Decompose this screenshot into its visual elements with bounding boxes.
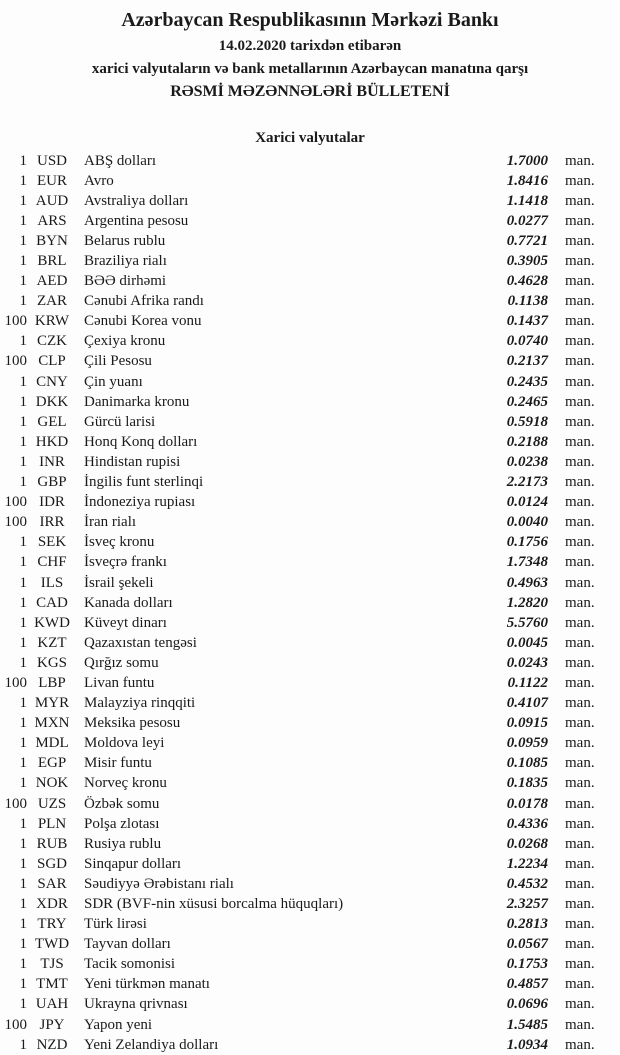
rate-row <box>0 673 620 693</box>
currency-name: Yeni türkmən manatı <box>84 976 210 993</box>
unit-label: man. <box>565 212 595 229</box>
rate-row <box>0 834 620 854</box>
currency-name: SDR (BVF-nin xüsusi borcalma hüquqları) <box>84 896 344 913</box>
currency-name: Danimarka kronu <box>84 393 190 410</box>
rate-value: 1.2234 <box>506 855 548 872</box>
currency-name: Meksika pesosu <box>84 715 181 732</box>
currency-name: İsveçrə frankı <box>84 554 167 571</box>
rate-row <box>0 452 620 472</box>
quantity: 1 <box>19 654 27 671</box>
rate-value: 1.7348 <box>506 554 548 571</box>
rate-value: 2.2173 <box>506 474 548 491</box>
quantity: 1 <box>19 273 27 290</box>
unit-label: man. <box>565 393 595 410</box>
currency-name: Cənubi Korea vonu <box>84 313 202 330</box>
rate-row <box>0 332 620 352</box>
rate-row <box>0 995 620 1015</box>
currency-code: UZS <box>37 795 67 812</box>
rate-value: 0.1085 <box>506 755 548 772</box>
rate-row <box>0 412 620 432</box>
rate-value: 0.0277 <box>506 212 548 229</box>
rate-row <box>0 251 620 271</box>
unit-label: man. <box>565 494 595 511</box>
unit-label: man. <box>565 152 595 169</box>
rate-value: 1.8416 <box>506 172 548 189</box>
currency-name: İndoneziya rupiası <box>84 494 196 511</box>
currency-name: Çili Pesosu <box>84 353 152 370</box>
currency-name: Sinqapur dolları <box>84 855 182 872</box>
unit-label: man. <box>565 594 595 611</box>
currency-code: PLN <box>37 815 67 832</box>
currency-name: Honq Konq dolları <box>84 433 198 450</box>
rate-value: 0.4532 <box>506 875 548 892</box>
unit-label: man. <box>565 453 595 470</box>
rate-value: 1.1418 <box>506 192 548 209</box>
rate-value: 0.0040 <box>506 514 548 531</box>
rate-value: 0.2465 <box>506 393 548 410</box>
currency-code: INR <box>39 453 65 470</box>
quantity: 100 <box>4 494 27 511</box>
currency-code: TJS <box>40 956 64 973</box>
unit-label: man. <box>565 232 595 249</box>
currency-code: EGP <box>37 755 67 772</box>
document-header <box>0 0 620 100</box>
unit-label: man. <box>565 634 595 651</box>
section-title-foreign-currencies: Xarici valyutalar <box>255 130 365 146</box>
unit-label: man. <box>565 815 595 832</box>
currency-name: ABŞ dolları <box>84 152 157 169</box>
currency-code: BYN <box>36 232 68 249</box>
unit-label: man. <box>565 1016 595 1033</box>
rate-row <box>0 312 620 332</box>
quantity: 1 <box>19 936 27 953</box>
unit-label: man. <box>565 534 595 551</box>
quantity: 1 <box>19 433 27 450</box>
bulletin-title: RƏSMİ MƏZƏNNƏLƏRİ BÜLLETENİ <box>170 83 450 100</box>
currency-name: Hindistan rupisi <box>84 453 181 470</box>
currency-code: JPY <box>39 1016 65 1033</box>
unit-label: man. <box>565 735 595 752</box>
rate-row <box>0 633 620 653</box>
quantity: 1 <box>19 614 27 631</box>
rate-row <box>0 573 620 593</box>
unit-label: man. <box>565 554 595 571</box>
rate-value: 0.4336 <box>506 815 548 832</box>
quantity: 1 <box>19 253 27 270</box>
currency-name: Norveç kronu <box>84 775 167 792</box>
quantity: 1 <box>19 815 27 832</box>
rate-row <box>0 1035 620 1055</box>
currency-code: AUD <box>35 192 69 209</box>
currency-code: KGS <box>36 654 67 671</box>
currency-name: Misir funtu <box>84 755 152 772</box>
effective-date-line: 14.02.2020 tarixdən etibarən <box>218 38 402 54</box>
currency-code: ARS <box>37 212 67 229</box>
currency-code: SEK <box>37 534 67 551</box>
rate-value: 0.1756 <box>506 534 548 551</box>
currency-code: DKK <box>35 393 69 410</box>
currency-code: SAR <box>37 875 67 892</box>
currency-name: Cənubi Afrika randı <box>84 293 204 310</box>
currency-code: RUB <box>36 835 68 852</box>
rate-row <box>0 714 620 734</box>
currency-code: TMT <box>36 976 68 993</box>
currency-code: CZK <box>37 333 67 350</box>
rate-value: 0.0959 <box>506 735 548 752</box>
currency-name: Kanada dolları <box>84 594 173 611</box>
quantity: 100 <box>4 353 27 370</box>
rate-value: 5.5760 <box>506 614 548 631</box>
rate-row <box>0 553 620 573</box>
currency-name: İngilis funt sterlinqi <box>84 474 204 491</box>
unit-label: man. <box>565 514 595 531</box>
currency-code: NZD <box>36 1036 68 1053</box>
rate-value: 0.1437 <box>506 313 548 330</box>
rate-value: 0.0238 <box>506 453 548 470</box>
unit-label: man. <box>565 795 595 812</box>
currency-code: HKD <box>35 433 69 450</box>
rate-value: 0.0243 <box>506 654 548 671</box>
currency-name: Livan funtu <box>84 674 155 691</box>
quantity: 1 <box>19 574 27 591</box>
currency-code: KZT <box>37 634 67 651</box>
quantity: 1 <box>19 534 27 551</box>
currency-name: Ukrayna qrivnası <box>84 996 188 1013</box>
unit-label: man. <box>565 654 595 671</box>
unit-label: man. <box>565 1036 595 1053</box>
currency-name: İsveç kronu <box>84 534 155 551</box>
rate-row <box>0 915 620 935</box>
rate-row <box>0 754 620 774</box>
currency-name: Gürcü larisi <box>84 413 156 430</box>
quantity: 1 <box>19 896 27 913</box>
rate-row <box>0 814 620 834</box>
currency-name: Çexiya kronu <box>84 333 166 350</box>
rate-value: 0.0045 <box>506 634 548 651</box>
quantity: 1 <box>19 976 27 993</box>
rate-row <box>0 975 620 995</box>
quantity: 1 <box>19 192 27 209</box>
unit-label: man. <box>565 835 595 852</box>
quantity: 1 <box>19 916 27 933</box>
quantity: 1 <box>19 172 27 189</box>
rate-row <box>0 473 620 493</box>
quantity: 100 <box>4 313 27 330</box>
quantity: 1 <box>19 413 27 430</box>
rate-row <box>0 292 620 312</box>
currency-code: GBP <box>37 474 67 491</box>
quantity: 1 <box>19 735 27 752</box>
quantity: 1 <box>19 956 27 973</box>
currency-code: KRW <box>34 313 70 330</box>
unit-label: man. <box>565 715 595 732</box>
rate-value: 0.3905 <box>506 253 548 270</box>
unit-label: man. <box>565 273 595 290</box>
rate-row <box>0 774 620 794</box>
rate-row <box>0 372 620 392</box>
rate-row <box>0 151 620 171</box>
unit-label: man. <box>565 674 595 691</box>
rate-value: 0.0567 <box>506 936 548 953</box>
currency-code: KWD <box>34 614 70 631</box>
rate-value: 2.3257 <box>506 896 548 913</box>
unit-label: man. <box>565 313 595 330</box>
rate-value: 0.0915 <box>506 715 548 732</box>
rate-row <box>0 231 620 251</box>
quantity: 1 <box>19 594 27 611</box>
quantity: 100 <box>4 514 27 531</box>
currency-name: Belarus rublu <box>84 232 166 249</box>
quantity: 1 <box>19 333 27 350</box>
rate-value: 0.0124 <box>506 494 548 511</box>
quantity: 1 <box>19 232 27 249</box>
currency-name: Argentina pesosu <box>84 212 189 229</box>
quantity: 1 <box>19 1036 27 1053</box>
rate-row <box>0 734 620 754</box>
currency-code: EUR <box>37 172 67 189</box>
rate-value: 1.0934 <box>506 1036 548 1053</box>
rate-value: 0.2137 <box>506 353 548 370</box>
currency-name: Braziliya rialı <box>84 253 167 270</box>
currency-name: Çin yuanı <box>84 373 143 390</box>
rate-row <box>0 794 620 814</box>
rate-value: 0.4857 <box>506 976 548 993</box>
rate-row <box>0 694 620 714</box>
rate-row <box>0 272 620 292</box>
currency-code: TRY <box>37 916 67 933</box>
quantity: 1 <box>19 293 27 310</box>
rate-value: 0.4107 <box>506 695 548 712</box>
rate-row <box>0 533 620 553</box>
rate-value: 1.2820 <box>506 594 548 611</box>
unit-label: man. <box>565 433 595 450</box>
subject-line: xarici valyutaların və bank metallarının Azərbaycan manatına qarşı <box>91 61 529 77</box>
currency-name: İsrail şekeli <box>84 574 154 591</box>
rate-row <box>0 392 620 412</box>
rate-row <box>0 613 620 633</box>
currency-code: MXN <box>34 715 70 732</box>
currency-code: XDR <box>36 896 68 913</box>
rate-value: 0.1835 <box>506 775 548 792</box>
quantity: 1 <box>19 695 27 712</box>
rate-row <box>0 653 620 673</box>
unit-label: man. <box>565 574 595 591</box>
unit-label: man. <box>565 695 595 712</box>
rate-row <box>0 191 620 211</box>
rate-value: 0.4628 <box>506 273 548 290</box>
unit-label: man. <box>565 333 595 350</box>
currency-name: BƏƏ dirhəmi <box>84 273 167 290</box>
unit-label: man. <box>565 855 595 872</box>
unit-label: man. <box>565 192 595 209</box>
rate-value: 0.4963 <box>506 574 548 591</box>
quantity: 1 <box>19 393 27 410</box>
rate-value: 0.0740 <box>506 333 548 350</box>
currency-name: Polşa zlotası <box>84 815 160 832</box>
rate-row <box>0 1015 620 1035</box>
unit-label: man. <box>565 916 595 933</box>
currency-code: BRL <box>37 253 67 270</box>
currency-name: Tayvan dolları <box>84 936 171 953</box>
currency-name: Moldova leyi <box>84 735 165 752</box>
rate-row <box>0 432 620 452</box>
rate-value: 0.0178 <box>506 795 548 812</box>
rate-row <box>0 894 620 914</box>
rate-row <box>0 593 620 613</box>
currency-name: Qırğız somu <box>84 654 159 671</box>
currency-name: Türk lirəsi <box>84 916 147 933</box>
currency-code: MYR <box>34 695 70 712</box>
quantity: 1 <box>19 835 27 852</box>
rate-row <box>0 935 620 955</box>
unit-label: man. <box>565 896 595 913</box>
rate-row <box>0 874 620 894</box>
unit-label: man. <box>565 474 595 491</box>
rate-value: 0.2813 <box>506 916 548 933</box>
rate-value: 0.5918 <box>506 413 548 430</box>
unit-label: man. <box>565 875 595 892</box>
currency-code: ILS <box>40 574 64 591</box>
quantity: 1 <box>19 775 27 792</box>
currency-name: Özbək somu <box>84 795 160 812</box>
rate-row <box>0 211 620 231</box>
unit-label: man. <box>565 775 595 792</box>
unit-label: man. <box>565 413 595 430</box>
currency-code: CAD <box>36 594 68 611</box>
currency-name: Səudiyyə Ərəbistanı rialı <box>84 875 234 892</box>
rate-value: 1.7000 <box>506 152 548 169</box>
bank-name: Azərbaycan Respublikasının Mərkəzi Bankı <box>121 9 499 31</box>
unit-label: man. <box>565 996 595 1013</box>
unit-label: man. <box>565 936 595 953</box>
currency-name: Avro <box>84 172 114 189</box>
currency-name: Avstraliya dolları <box>84 192 189 209</box>
quantity: 1 <box>19 554 27 571</box>
currency-name: İran rialı <box>84 514 137 531</box>
currency-code: USD <box>36 152 67 169</box>
unit-label: man. <box>565 614 595 631</box>
currency-code: GEL <box>37 413 67 430</box>
rate-row <box>0 955 620 975</box>
currency-code: IRR <box>39 514 65 531</box>
currency-code: CNY <box>36 373 68 390</box>
currency-code: IDR <box>39 494 65 511</box>
rate-row <box>0 513 620 533</box>
quantity: 100 <box>4 1016 27 1033</box>
currency-code: TWD <box>34 936 70 953</box>
unit-label: man. <box>565 253 595 270</box>
rate-value: 0.1138 <box>507 293 548 310</box>
unit-label: man. <box>565 172 595 189</box>
quantity: 1 <box>19 715 27 732</box>
unit-label: man. <box>565 755 595 772</box>
rate-row <box>0 352 620 372</box>
rate-row <box>0 854 620 874</box>
currency-code: MDL <box>35 735 69 752</box>
rate-value: 0.0268 <box>506 835 548 852</box>
currency-code: LBP <box>38 674 66 691</box>
rate-value: 0.1753 <box>506 956 548 973</box>
rate-value: 0.0696 <box>506 996 548 1013</box>
quantity: 1 <box>19 755 27 772</box>
quantity: 1 <box>19 453 27 470</box>
currency-name: Yeni Zelandiya dolları <box>84 1036 219 1053</box>
currency-code: CHF <box>37 554 67 571</box>
currency-code: NOK <box>35 775 69 792</box>
currency-code: CLP <box>38 353 66 370</box>
rate-value: 0.2435 <box>506 373 548 390</box>
quantity: 1 <box>19 474 27 491</box>
currency-code: SGD <box>36 855 67 872</box>
currency-name: Qazaxıstan tengəsi <box>84 634 197 651</box>
currency-name: Küveyt dinarı <box>84 614 167 631</box>
quantity: 1 <box>19 152 27 169</box>
quantity: 100 <box>4 795 27 812</box>
currency-name: Yapon yeni <box>84 1016 153 1033</box>
unit-label: man. <box>565 373 595 390</box>
rate-row <box>0 493 620 513</box>
unit-label: man. <box>565 956 595 973</box>
quantity: 1 <box>19 212 27 229</box>
quantity: 1 <box>19 634 27 651</box>
currency-name: Tacik somonisi <box>84 956 176 973</box>
unit-label: man. <box>565 293 595 310</box>
quantity: 1 <box>19 373 27 390</box>
rate-value: 0.7721 <box>506 232 548 249</box>
unit-label: man. <box>565 353 595 370</box>
quantity: 100 <box>4 674 27 691</box>
rate-value: 0.2188 <box>506 433 548 450</box>
rate-row <box>0 171 620 191</box>
quantity: 1 <box>19 996 27 1013</box>
quantity: 1 <box>19 855 27 872</box>
rate-value: 0.1122 <box>507 674 548 691</box>
currency-code: UAH <box>35 996 69 1013</box>
currency-name: Malayziya rinqqiti <box>84 695 196 712</box>
unit-label: man. <box>565 976 595 993</box>
rate-value: 1.5485 <box>506 1016 548 1033</box>
currency-name: Rusiya rublu <box>84 835 162 852</box>
currency-code: AED <box>36 273 68 290</box>
exchange-rates-table <box>0 151 620 1055</box>
currency-code: ZAR <box>37 293 67 310</box>
quantity: 1 <box>19 875 27 892</box>
